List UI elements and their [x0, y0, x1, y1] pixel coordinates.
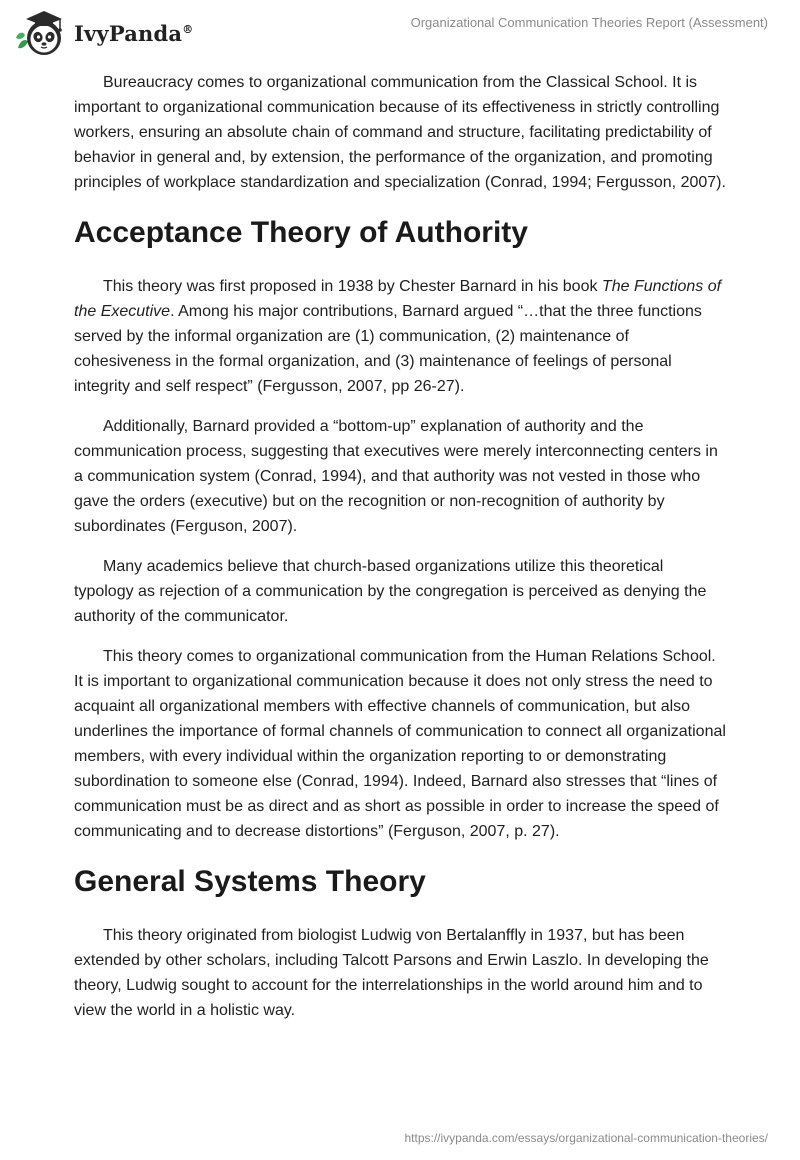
acceptance-paragraph-4: This theory comes to organizational communication from the Human Relations School. It is important to organizational communication because it does not only stress the need to acquaint all organizational members with effective channels of communication, but also underlines the importance of formal channels of communication to connect all organizational members, with every individual within the organization reporting to or demonstrating subordination to someone else (Conrad, 1994). Indeed, Barnard also stresses that “lines of communication must be as direct and as short as possible in order to increase the speed of communicating and to decrease distortions” (Ferguson, 2007, p. 27).: [74, 648, 726, 840]
brand-name: [74, 21, 193, 46]
document-title: Organizational Communication Theories Report (Assessment): [410, 15, 768, 30]
article-body: [74, 70, 726, 1038]
paragraph-text: This theory was first proposed in 1938 by Chester Barnard in his book: [103, 278, 602, 295]
acceptance-paragraph-1: [74, 274, 726, 399]
paragraph-text: . Among his major contributions, Barnard argued “…that the three functions served by the informal organization are (1) communication, (2) maintenance of cohesiveness in the formal organization, and (3) maintenance of feelings of personal integrity and self respect” (Fergusson, 2007, pp 26-27).: [74, 303, 702, 395]
panda-graduate-icon: [14, 8, 70, 58]
section-heading-general-systems: General Systems Theory: [74, 865, 426, 898]
section-heading-acceptance-theory: Acceptance Theory of Authority: [74, 216, 528, 249]
registered-mark: ®: [182, 22, 194, 36]
acceptance-paragraph-3: Many academics believe that church-based organizations utilize this theoretical typology as rejection of a communication by the congregation is perceived as denying the authority of the communicator.: [74, 558, 707, 625]
source-url[interactable]: https://ivypanda.com/essays/organizational-communication-theories/: [404, 1131, 768, 1145]
acceptance-paragraph-2: Additionally, Barnard provided a “bottom-up” explanation of authority and the communication process, suggesting that executives were merely interconnecting centers in a communication system (Conrad, 1994), and that authority was not vested in those who gave the orders (executive) but on the recognition or non-recognition of authority by subordinates (Ferguson, 2007).: [74, 418, 718, 535]
intro-paragraph: Bureaucracy comes to organizational communication from the Classical School. It is important to organizational communication because of its effectiveness in strictly controlling workers, ensuring an absolute chain of command and structure, facilitating predictability of behavior in general and, by extension, the performance of the organization, and promoting principles of workplace standardization and specialization (Conrad, 1994; Fergusson, 2007).: [74, 74, 726, 191]
brand-label: IvyPanda: [74, 20, 183, 46]
book-title: The Functions of the Executive: [74, 278, 722, 320]
page-header: [0, 0, 800, 64]
general-systems-paragraph-1: This theory originated from biologist Ludwig von Bertalanffly in 1937, but has been extended by other scholars, including Talcott Parsons and Erwin Laszlo. In developing the theory, Ludwig sought to account for the interrelationships in the world around him and to view the world in a holistic way.: [74, 927, 709, 1019]
ivypanda-logo[interactable]: [14, 8, 193, 58]
